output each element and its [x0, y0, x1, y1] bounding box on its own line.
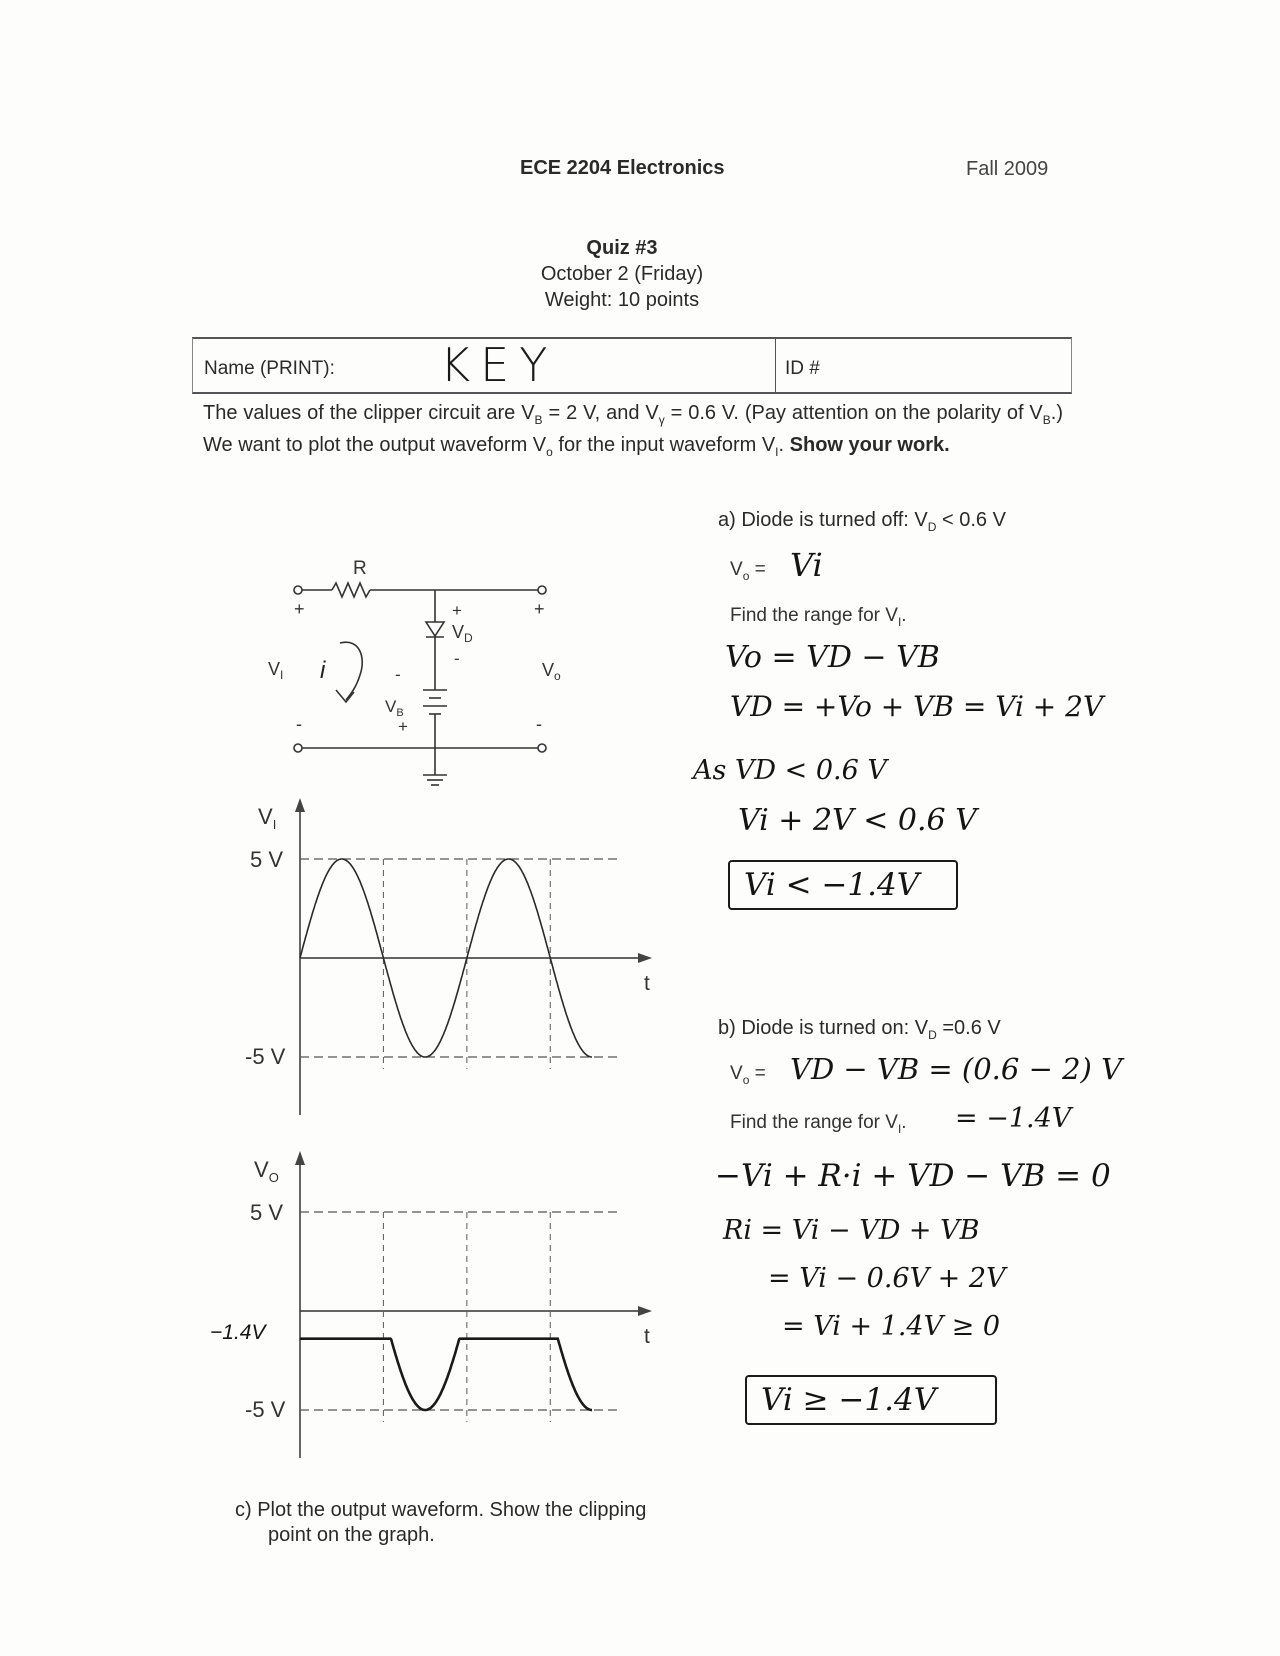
output-top-tick: 5 V	[250, 1200, 284, 1225]
vi-minus: -	[296, 714, 302, 734]
output-clipped-line	[300, 1339, 592, 1410]
part-a-vo-label: $V_o$ =	[730, 559, 766, 583]
vb-plus: +	[398, 717, 408, 736]
part-b-work-line: Ri = Vi − VD + VB	[723, 1215, 980, 1246]
problem-statement: The values of the clipper circuit are $V_B = 2$ V, and $V_\gamma = 0.6$ V. (Pay attention on the polarity of $V_B$.) We want to plot the output waveform $V_o$ for the input waveform $V_I$. Show your work.	[203, 402, 1063, 459]
vd-label: $V_D$	[452, 622, 473, 645]
clipper-circuit	[270, 550, 580, 790]
part-b-answer-box: Vi ≥ −1.4V	[745, 1375, 997, 1425]
vd-plus: +	[452, 601, 462, 620]
show-work-emphasis: Show your work.	[789, 434, 950, 456]
term: Fall 2009	[966, 158, 1049, 180]
part-b-vo-answer-2: = −1.4V	[955, 1103, 1072, 1134]
name-label: Name (PRINT):	[204, 358, 335, 379]
vo-minus: -	[536, 714, 542, 734]
vd-minus: -	[454, 649, 460, 668]
vi-plus: +	[294, 599, 305, 619]
part-c-line-2: point on the graph.	[268, 1524, 435, 1546]
quiz-info	[520, 235, 724, 313]
part-a-work-line: Vi + 2V < 0.6 V	[738, 803, 977, 838]
input-bottom-tick: -5 V	[245, 1044, 286, 1069]
current-label: i	[320, 657, 326, 684]
input-top-tick: 5 V	[250, 847, 284, 872]
part-a-answer-box: Vi < −1.4V	[728, 860, 958, 910]
part-a-heading: a) Diode is turned off: $V_D < 0.6$ V	[718, 509, 1006, 534]
part-a-work-line: Vo = VD − VB	[725, 640, 940, 675]
part-a-range-prompt: Find the range for $V_I$.	[730, 605, 907, 629]
part-a-work-line: VD = +Vo + VB = Vi + 2V	[730, 690, 1104, 723]
part-a-vo-answer: Vi	[790, 546, 823, 584]
vo-plus: +	[534, 599, 545, 619]
vb-label: $V_B$	[385, 697, 404, 719]
part-b-work-line: = Vi − 0.6V + 2V	[768, 1263, 1006, 1294]
quiz-title: Quiz #3	[586, 237, 658, 259]
quiz-weight: Weight: 10 points	[544, 289, 700, 311]
part-c-line-1: c) Plot the output waveform. Show the clipping	[235, 1499, 647, 1521]
input-waveform-graph	[240, 790, 670, 1120]
part-c	[235, 1498, 646, 1548]
part-b-range-prompt: Find the range for $V_I$.	[730, 1112, 907, 1136]
name-value: KEY	[440, 338, 558, 392]
part-b-work-line: −Vi + R·i + VD − VB = 0	[715, 1158, 1111, 1194]
part-a-work-line: As VD < 0.6 V	[693, 755, 887, 786]
output-clip-tick: −1.4V	[210, 1321, 266, 1344]
output-t-label: t	[644, 1325, 650, 1348]
vo-axis-label: $V_O$	[254, 1157, 279, 1185]
part-b-heading: b) Diode is turned on: $V_D =0.6$ V	[718, 1017, 1001, 1042]
quiz-date: October 2 (Friday)	[540, 263, 704, 285]
course-title: ECE 2204 Electronics	[520, 157, 725, 179]
part-b-vo-answer: VD − VB = (0.6 − 2) V	[790, 1052, 1123, 1086]
output-bottom-tick: -5 V	[245, 1397, 286, 1422]
vi-axis-label: $V_I$	[258, 804, 277, 832]
part-b-vo-label: $V_o$ =	[730, 1063, 766, 1087]
vo-label: $V_o$	[542, 660, 561, 683]
vi-label: $V_I$	[268, 659, 284, 682]
output-waveform-graph	[210, 1143, 670, 1463]
input-t-label: t	[644, 972, 650, 995]
id-label: ID #	[785, 358, 820, 379]
part-b-work-line: = Vi + 1.4V ≥ 0	[782, 1311, 1001, 1342]
vb-minus: -	[395, 665, 401, 684]
r-label: R	[353, 558, 367, 579]
